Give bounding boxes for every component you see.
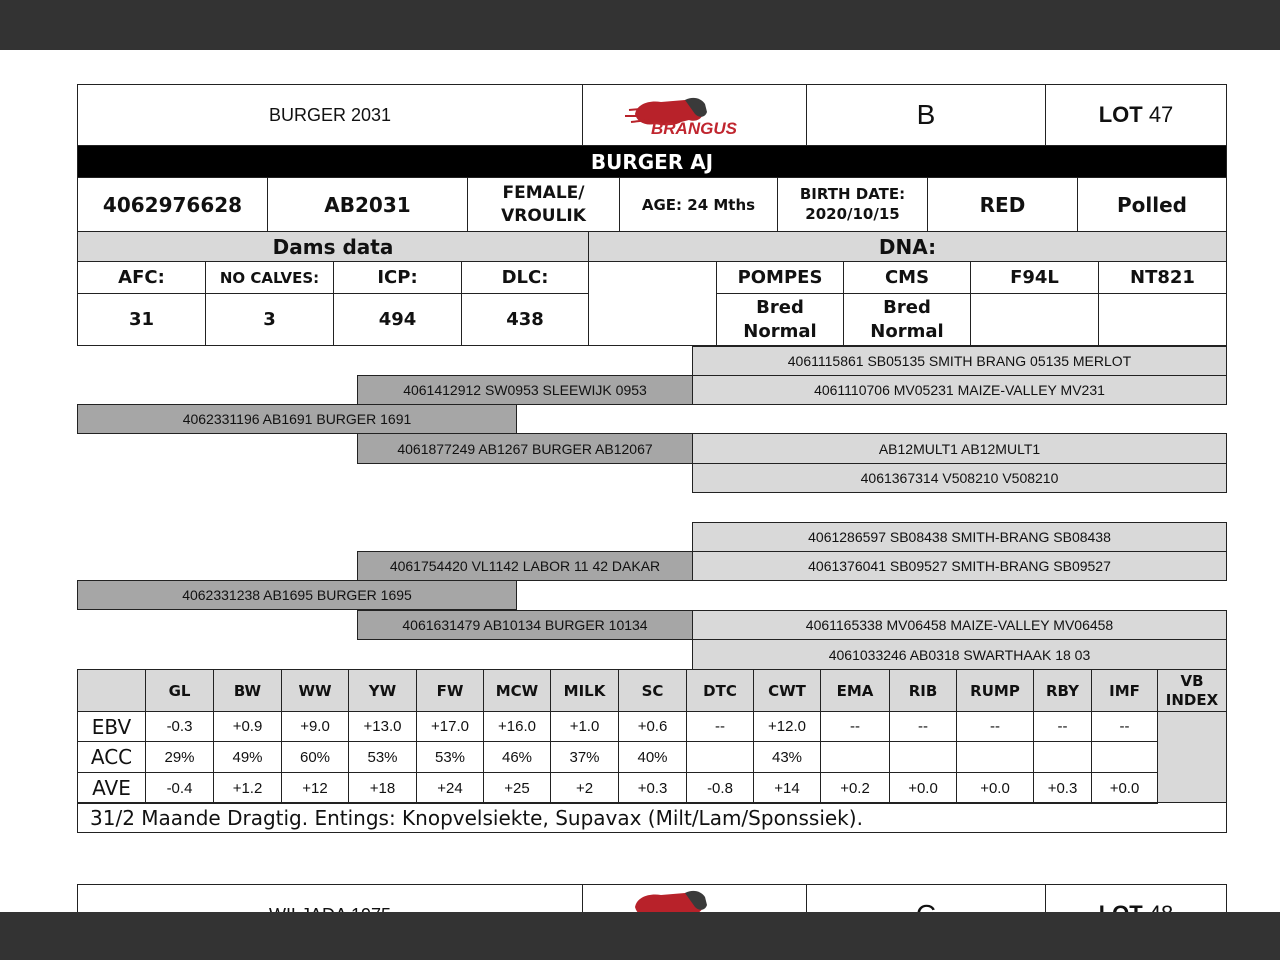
ebv-cell-acc-dtc — [686, 741, 754, 773]
vb-index-header — [1157, 669, 1227, 712]
ebv-cell-acc-imf — [1091, 741, 1158, 773]
ebv-header-rib: RIB — [889, 669, 957, 712]
ebv-cell-ave-bw: +1.2 — [213, 772, 282, 804]
pedigree-sire-sire-dam: 4061110706 MV05231 MAIZE-VALLEY MV231 — [692, 375, 1227, 405]
ebv-header-ema: EMA — [820, 669, 890, 712]
pedigree-dam-sire-sire: 4061286597 SB08438 SMITH-BRANG SB08438 — [692, 522, 1227, 552]
ebv-row-label-acc: ACC — [77, 741, 146, 773]
viewer-top-bar — [0, 0, 1280, 50]
dna-value-f94l — [970, 293, 1099, 346]
ebv-cell-acc-rib — [889, 741, 957, 773]
ebv-header-imf: IMF — [1091, 669, 1158, 712]
birth-date-label: BIRTH DATE: — [799, 185, 906, 203]
ebv-cell-ebv-rby: -- — [1033, 711, 1092, 742]
lot-label: LOT — [1098, 102, 1143, 127]
dna-header-f94l: F94L — [970, 261, 1099, 294]
ebv-cell-ebv-yw: +13.0 — [348, 711, 417, 742]
ebv-cell-acc-rby — [1033, 741, 1092, 773]
vb-line-2: INDEX — [1165, 690, 1219, 709]
dams-value-icp: 494 — [333, 293, 462, 346]
dna-value-cms — [843, 293, 971, 346]
dna-value-pompes — [716, 293, 844, 346]
pedigree-dam-sire-dam: 4061376041 SB09527 SMITH-BRANG SB09527 — [692, 551, 1227, 581]
ebv-cell-acc-ww: 60% — [281, 741, 349, 773]
ebv-cell-ebv-imf: -- — [1091, 711, 1158, 742]
ebv-cell-ebv-milk: +1.0 — [550, 711, 619, 742]
dams-value-calves: 3 — [205, 293, 334, 346]
pedigree-dam-dam: 4061631479 AB10134 BURGER 10134 — [357, 610, 693, 640]
ebv-cell-ave-milk: +2 — [550, 772, 619, 804]
ebv-cell-acc-fw: 53% — [416, 741, 484, 773]
ebv-cell-ave-ww: +12 — [281, 772, 349, 804]
dna-blank-cell — [588, 261, 717, 346]
dna-header-pompes: POMPES — [716, 261, 844, 294]
color: RED — [927, 177, 1078, 232]
ebv-cell-acc-milk: 37% — [550, 741, 619, 773]
animal-name: BURGER 2031 — [77, 84, 583, 146]
ebv-cell-ebv-mcw: +16.0 — [483, 711, 551, 742]
ebv-cell-ave-yw: +18 — [348, 772, 417, 804]
dams-value-dlc: 438 — [461, 293, 589, 346]
ebv-cell-acc-cwt: 43% — [753, 741, 821, 773]
ebv-header-bw: BW — [213, 669, 282, 712]
ebv-header-gl: GL — [145, 669, 214, 712]
ebv-cell-acc-sc: 40% — [618, 741, 687, 773]
ebv-cell-ebv-fw: +17.0 — [416, 711, 484, 742]
ebv-header-fw: FW — [416, 669, 484, 712]
horn-status: Polled — [1077, 177, 1227, 232]
pedigree-dam-dam-dam: 4061033246 AB0318 SWARTHAAK 18 03 — [692, 639, 1227, 670]
ebv-header-yw: YW — [348, 669, 417, 712]
pedigree-sire-sire: 4061412912 SW0953 SLEEWIJK 0953 — [357, 375, 693, 405]
ebv-cell-ebv-bw: +0.9 — [213, 711, 282, 742]
animal-code: AB2031 — [267, 177, 468, 232]
dna-cms-line1: Bred — [883, 297, 931, 319]
ebv-cell-ave-mcw: +25 — [483, 772, 551, 804]
pedigree-sire-sire-sire: 4061115861 SB05135 SMITH BRANG 05135 MERLOT — [692, 346, 1227, 376]
ebv-cell-acc-gl: 29% — [145, 741, 214, 773]
vb-line-1: VB — [1180, 671, 1204, 690]
dna-title: DNA: — [588, 231, 1227, 262]
ebv-cell-ebv-gl: -0.3 — [145, 711, 214, 742]
ebv-cell-ave-ema: +0.2 — [820, 772, 890, 804]
dna-pompes-line2: Normal — [743, 320, 817, 342]
viewer-bottom-bar — [0, 912, 1280, 960]
ebv-cell-ebv-ema: -- — [820, 711, 890, 742]
ebv-cell-ave-sc: +0.3 — [618, 772, 687, 804]
ebv-cell-ave-gl: -0.4 — [145, 772, 214, 804]
ebv-cell-ave-imf: +0.0 — [1091, 772, 1158, 804]
pedigree-sire-dam-dam: 4061367314 V508210 V508210 — [692, 463, 1227, 493]
lot-label-cell — [1045, 84, 1227, 146]
ebv-header-mcw: MCW — [483, 669, 551, 712]
dna-pompes-line1: Bred — [756, 297, 804, 319]
pedigree-dam: 4062331238 AB1695 BURGER 1695 — [77, 580, 517, 610]
grade: B — [806, 84, 1046, 146]
ebv-cell-ave-fw: +24 — [416, 772, 484, 804]
dna-value-nt821 — [1098, 293, 1227, 346]
ebv-header-dtc: DTC — [686, 669, 754, 712]
ebv-cell-ave-rib: +0.0 — [889, 772, 957, 804]
pedigree-sire-dam: 4061877249 AB1267 BURGER AB12067 — [357, 433, 693, 464]
ebv-corner — [77, 669, 146, 712]
dams-header-calves: NO CALVES: — [205, 261, 334, 294]
pedigree-sire-dam-sire: AB12MULT1 AB12MULT1 — [692, 433, 1227, 464]
remarks: 31/2 Maande Dragtig. Entings: Knopvelsiekte, Supavax (Milt/Lam/Sponssiek). — [77, 802, 1227, 833]
dna-cms-line2: Normal — [870, 320, 944, 342]
ebv-cell-ebv-ww: +9.0 — [281, 711, 349, 742]
ebv-header-ww: WW — [281, 669, 349, 712]
ebv-header-rump: RUMP — [956, 669, 1034, 712]
breeder-name: BURGER AJ — [77, 145, 1227, 178]
ebv-cell-acc-rump — [956, 741, 1034, 773]
lot-number: 47 — [1148, 102, 1174, 127]
age: AGE: 24 Mths — [619, 177, 778, 232]
ebv-cell-ebv-dtc: -- — [686, 711, 754, 742]
dna-header-nt821: NT821 — [1098, 261, 1227, 294]
pedigree-dam-dam-sire: 4061165338 MV06458 MAIZE-VALLEY MV06458 — [692, 610, 1227, 640]
sex-line-2: VROULIK — [501, 205, 586, 226]
ebv-row-label-ebv: EBV — [77, 711, 146, 742]
ebv-cell-ebv-sc: +0.6 — [618, 711, 687, 742]
dams-title: Dams data — [77, 231, 589, 262]
sex-line-1: FEMALE/ — [502, 183, 585, 204]
ebv-cell-acc-mcw: 46% — [483, 741, 551, 773]
bull-logo-icon — [615, 92, 775, 138]
ebv-cell-ave-rump: +0.0 — [956, 772, 1034, 804]
id-number: 4062976628 — [77, 177, 268, 232]
logo-text: BRANGUS — [650, 119, 737, 138]
pedigree-dam-sire: 4061754420 VL1142 LABOR 11 42 DAKAR — [357, 551, 693, 581]
ebv-header-rby: RBY — [1033, 669, 1092, 712]
ebv-cell-ave-cwt: +14 — [753, 772, 821, 804]
birth-date-cell — [777, 177, 928, 232]
pedigree-sire: 4062331196 AB1691 BURGER 1691 — [77, 404, 517, 434]
ebv-header-milk: MILK — [550, 669, 619, 712]
birth-date: 2020/10/15 — [805, 204, 900, 223]
ebv-cell-ave-dtc: -0.8 — [686, 772, 754, 804]
ebv-cell-ebv-rump: -- — [956, 711, 1034, 742]
dams-value-afc: 31 — [77, 293, 206, 346]
dams-header-dlc: DLC: — [461, 261, 589, 294]
ebv-row-label-ave: AVE — [77, 772, 146, 804]
ebv-header-sc: SC — [618, 669, 687, 712]
dams-header-icp: ICP: — [333, 261, 462, 294]
ebv-cell-acc-ema — [820, 741, 890, 773]
dna-header-cms: CMS — [843, 261, 971, 294]
brangus-logo — [582, 84, 807, 146]
ebv-cell-ebv-cwt: +12.0 — [753, 711, 821, 742]
ebv-cell-acc-yw: 53% — [348, 741, 417, 773]
ebv-cell-acc-bw: 49% — [213, 741, 282, 773]
sex — [467, 177, 620, 232]
vb-index-value — [1157, 711, 1227, 803]
dams-header-afc: AFC: — [77, 261, 206, 294]
ebv-cell-ebv-rib: -- — [889, 711, 957, 742]
ebv-cell-ave-rby: +0.3 — [1033, 772, 1092, 804]
ebv-header-cwt: CWT — [753, 669, 821, 712]
